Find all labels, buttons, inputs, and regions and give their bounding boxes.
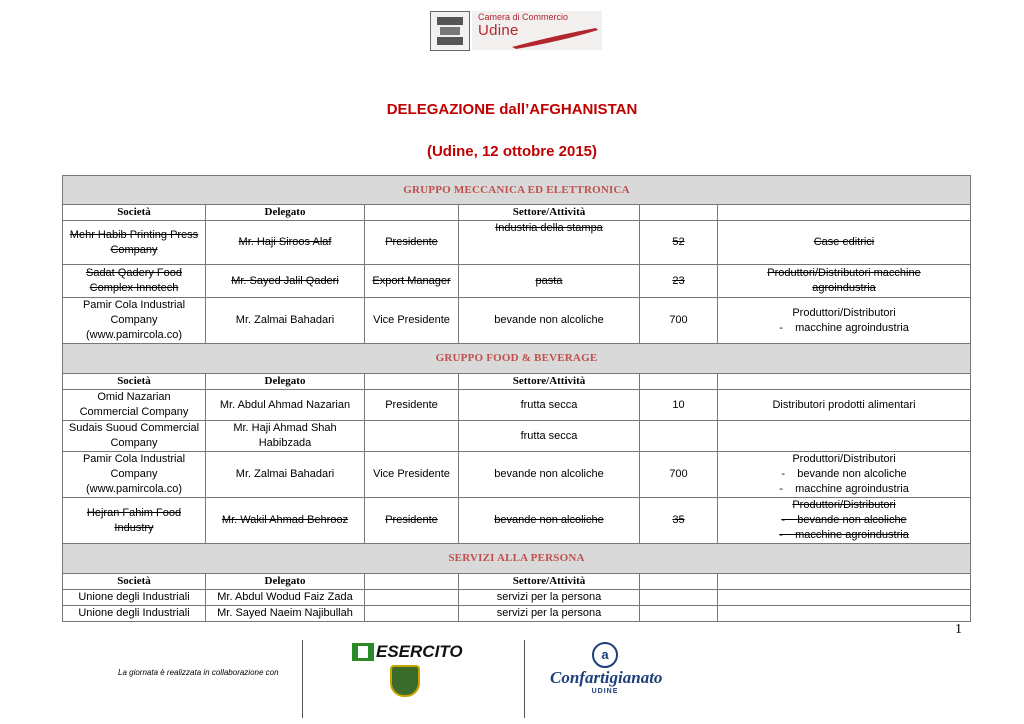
delegate-name-line: Mr. Sayed Naeim Najibullah [217, 607, 353, 619]
company-name-line: Pamir Cola Industrial [82, 299, 186, 311]
cell-categoria [718, 498, 971, 544]
cell-settore: servizi per la persona [459, 606, 640, 622]
col-header-societa: Società [63, 374, 206, 390]
esercito-logo [352, 642, 463, 662]
page-number: 1 [955, 622, 962, 637]
category-bullet: - macchine agroindustria [721, 528, 967, 543]
cell-ruolo: Vice Presidente [365, 452, 459, 498]
page-title: DELEGAZIONE dall’AFGHANISTAN [386, 101, 638, 118]
esercito-mark-icon [352, 643, 374, 661]
section-header-row [63, 544, 971, 574]
col-header-societa: Società [63, 574, 206, 590]
company-name-line: Sadat Qadery Food [85, 267, 182, 279]
cell-delegato [206, 606, 365, 622]
col-header-delegato: Delegato [206, 205, 365, 221]
udine-crest-icon [430, 11, 470, 51]
cell-categoria [718, 298, 971, 344]
company-name-line: Company [110, 468, 158, 480]
cell-ruolo [365, 421, 459, 452]
cell-delegato [206, 390, 365, 421]
table-row [63, 590, 971, 606]
category-line: Distributori prodotti alimentari [772, 398, 916, 411]
cc-logo-city: Udine [478, 22, 519, 39]
section-title: SERVIZI ALLA PERSONA [63, 544, 971, 574]
category-bullet: - bevande non alcoliche [721, 467, 967, 482]
cell-delegato [206, 421, 365, 452]
delegate-name-line: Mr. Sayed Jalil Qaderi [231, 274, 339, 287]
cell-settore: frutta secca [459, 390, 640, 421]
company-name-line: Commercial Company [79, 406, 189, 418]
cell-delegato [206, 221, 365, 265]
cell-settore: frutta secca [459, 421, 640, 452]
category-line: Produttori/Distributori [792, 499, 896, 511]
company-name-line: Company [110, 314, 158, 326]
delegate-name-line: Mr. Zalmai Bahadari [235, 468, 335, 480]
cell-categoria [718, 421, 971, 452]
table-row [63, 298, 971, 344]
category-bullet: - macchine agroindustria [721, 321, 967, 336]
cell-settore: pasta [459, 265, 640, 298]
col-header-empty [365, 205, 459, 221]
table-row [63, 606, 971, 622]
cell-numero: 52 [640, 221, 718, 265]
esercito-logo-text: ESERCITO [376, 642, 463, 661]
company-name-line: Sudais Suoud Commercial [68, 422, 200, 434]
cell-numero: 700 [640, 298, 718, 344]
footer-divider [302, 640, 303, 718]
delegate-name-line: Habibzada [258, 437, 312, 449]
section-header-row [63, 344, 971, 374]
cell-ruolo: Vice Presidente [365, 298, 459, 344]
cell-delegato [206, 265, 365, 298]
cell-categoria [718, 606, 971, 622]
footer-divider [524, 640, 525, 718]
company-name-line: (www.pamircola.co) [86, 329, 182, 341]
company-name-line: Company [110, 243, 158, 256]
cell-numero: 23 [640, 265, 718, 298]
cell-settore: bevande non alcoliche [459, 452, 640, 498]
column-header-row [63, 374, 971, 390]
col-header-societa: Società [63, 205, 206, 221]
cell-categoria [718, 221, 971, 265]
cell-categoria [718, 590, 971, 606]
cell-ruolo [365, 590, 459, 606]
column-header-row [63, 574, 971, 590]
cell-societa [63, 298, 206, 344]
col-header-delegato: Delegato [206, 374, 365, 390]
col-header-settore: Settore/Attività [459, 205, 640, 221]
cell-numero [640, 421, 718, 452]
cell-settore: bevande non alcoliche [459, 498, 640, 544]
col-header-empty [365, 374, 459, 390]
cell-delegato [206, 298, 365, 344]
section-header-row [63, 176, 971, 205]
cell-numero: 10 [640, 390, 718, 421]
delegation-table [62, 175, 971, 622]
table-row [63, 421, 971, 452]
cell-delegato [206, 498, 365, 544]
company-name-line: Unione degli Industriali [78, 607, 190, 619]
cell-ruolo: Export Manager [365, 265, 459, 298]
table-row [63, 265, 971, 298]
company-name-line: Company [110, 437, 158, 449]
col-header-empty [640, 374, 718, 390]
table-row [63, 390, 971, 421]
cell-societa [63, 452, 206, 498]
company-name-line: Complex Innotech [89, 282, 179, 294]
cell-categoria [718, 265, 971, 298]
cell-settore: servizi per la persona [459, 590, 640, 606]
page-subtitle: (Udine, 12 ottobre 2015) [426, 143, 598, 160]
company-name-line: Omid Nazarian [97, 391, 171, 403]
cell-societa [63, 221, 206, 265]
cell-delegato [206, 452, 365, 498]
col-header-empty [640, 205, 718, 221]
table-row [63, 498, 971, 544]
cell-ruolo: Presidente [365, 498, 459, 544]
col-header-settore: Settore/Attività [459, 374, 640, 390]
cell-categoria [718, 452, 971, 498]
col-header-empty [640, 574, 718, 590]
cell-numero: 700 [640, 452, 718, 498]
cell-numero [640, 590, 718, 606]
col-header-settore: Settore/Attività [459, 574, 640, 590]
table-row [63, 452, 971, 498]
category-line: Case editrici [813, 236, 875, 248]
cell-societa [63, 421, 206, 452]
category-bullet: - bevande non alcoliche [721, 513, 967, 528]
cell-settore: bevande non alcoliche [459, 298, 640, 344]
table-row [63, 221, 971, 265]
delegate-name-line: Mr. Haji Ahmad Shah [233, 422, 337, 434]
cc-logo-text [472, 11, 602, 50]
cell-settore: Industria della stampa [459, 221, 640, 265]
delegate-name-line: Mr. Abdul Wodud Faiz Zada [217, 591, 353, 603]
category-line: Produttori/Distributori [792, 306, 896, 319]
delegate-name-line: Mr. Haji Siroos Alaf [238, 236, 332, 248]
cell-societa [63, 265, 206, 298]
cell-societa [63, 606, 206, 622]
col-header-empty [365, 574, 459, 590]
camera-commercio-logo [430, 11, 603, 50]
confartigianato-city: UDINE [591, 688, 619, 695]
delegation-table-body [63, 176, 971, 622]
cell-numero [640, 606, 718, 622]
company-name-line: (www.pamircola.co) [86, 483, 182, 495]
cell-ruolo [365, 606, 459, 622]
company-name-line: Hejran Fahim Food [86, 506, 182, 519]
cell-societa [63, 390, 206, 421]
cc-logo-small-text: Camera di Commercio [478, 12, 569, 22]
confartigianato-ring-icon: a [592, 642, 618, 668]
confartigianato-logo [550, 642, 663, 695]
section-title: GRUPPO MECCANICA ED ELETTRONICA [63, 176, 971, 205]
confartigianato-name: Confartigianato [550, 668, 663, 687]
cell-ruolo: Presidente [365, 390, 459, 421]
category-bullet: - macchine agroindustria [721, 482, 967, 497]
category-line: agroindustria [812, 282, 876, 294]
cell-societa [63, 590, 206, 606]
delegate-name-line: Mr. Zalmai Bahadari [235, 314, 335, 326]
company-name-line: Industry [114, 521, 154, 534]
column-header-row [63, 205, 971, 221]
company-name-line: Unione degli Industriali [78, 591, 190, 603]
footer-note: La giornata è realizzata in collaborazione con [118, 668, 279, 677]
cc-swoosh-icon [472, 11, 602, 50]
col-header-empty [718, 574, 971, 590]
cell-delegato [206, 590, 365, 606]
cell-ruolo: Presidente [365, 221, 459, 265]
cell-numero: 35 [640, 498, 718, 544]
cell-categoria [718, 390, 971, 421]
col-header-delegato: Delegato [206, 574, 365, 590]
company-name-line: Mehr Habib Printing Press [69, 228, 199, 241]
category-line: Produttori/Distributori macchine [767, 267, 921, 279]
delegate-name-line: Mr. Abdul Ahmad Nazarian [219, 398, 351, 411]
col-header-empty [718, 374, 971, 390]
section-title: GRUPPO FOOD & BEVERAGE [63, 344, 971, 374]
company-name-line: Pamir Cola Industrial [82, 453, 186, 465]
col-header-empty [718, 205, 971, 221]
category-line: Produttori/Distributori [792, 453, 896, 465]
cell-societa [63, 498, 206, 544]
army-shield-icon [390, 665, 420, 697]
delegate-name-line: Mr. Wakil Ahmad Behrooz [221, 514, 349, 526]
